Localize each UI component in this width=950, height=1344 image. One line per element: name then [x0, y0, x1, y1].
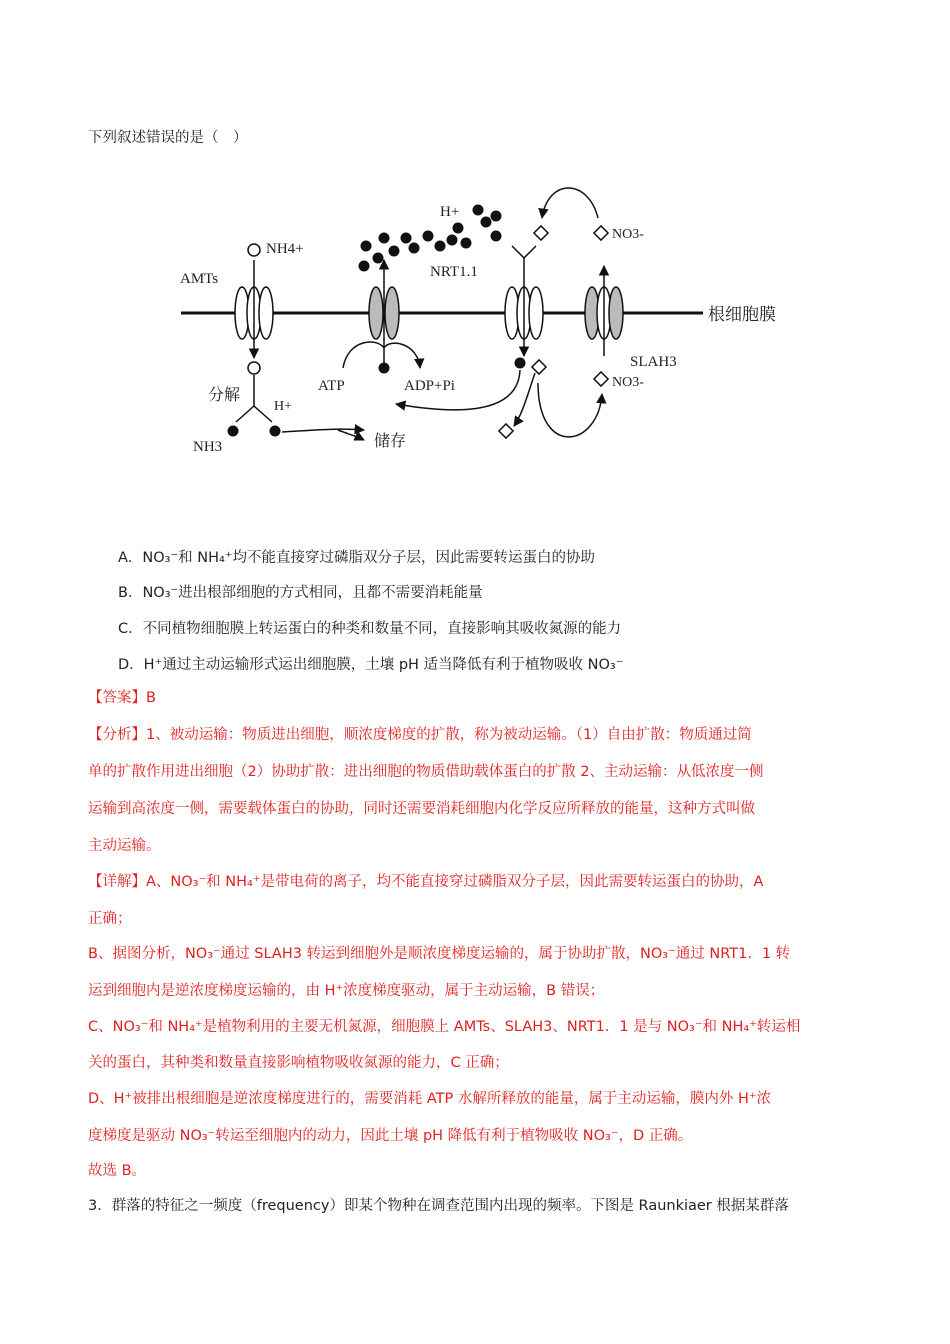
detail-line-5: C、NO₃⁻和 NH₄⁺是植物利用的主要无机氮源，细胞膜上 AMTs、SLAH3、NRT1．1 是与 NO₃⁻和 NH₄⁺转运相: [88, 1019, 801, 1035]
detail-line-7: D、H⁺被排出根细胞是逆浓度梯度进行的，需要消耗 ATP 水解所释放的能量，属于主动运输，膜内外 H⁺浓: [88, 1091, 771, 1107]
option-b: B．NO₃⁻进出根部细胞的方式相同，且都不需要消耗能量: [118, 585, 483, 601]
nh4-ion-inside: [248, 362, 260, 374]
membrane-transport-figure: [178, 178, 778, 468]
no3-diamond-nrt-inside: [532, 360, 546, 374]
label-atp: ATP: [318, 378, 345, 394]
option-d: D．H⁺通过主动运输形式运出细胞膜，土壤 pH 适当降低有利于植物吸收 NO₃⁻: [118, 657, 624, 673]
h-plus-dot-low: [270, 426, 281, 437]
amts-transporter: [235, 260, 273, 358]
detail-line-8: 度梯度是驱动 NO₃⁻转运至细胞内的动力，因此土壤 pH 降低有利于植物吸收 NO₃⁻，D 正确。: [88, 1128, 693, 1144]
option-c: C．不同植物细胞膜上转运蛋白的种类和数量不同，直接影响其吸收氮源的能力: [118, 621, 622, 637]
no3-diamond-top: [594, 226, 608, 240]
detail-line-4: 运到细胞内是逆浓度梯度运输的，由 H⁺浓度梯度驱动，属于主动运输，B 错误；: [88, 983, 605, 999]
nrt1-1-transporter: [505, 246, 543, 356]
label-adp: ADP+Pi: [404, 378, 455, 394]
slah3-transporter: [585, 266, 623, 356]
no3-inside-arrow: [514, 373, 535, 426]
label-fenjie: 分解: [208, 387, 241, 404]
no3-cycle-arrow-top: [542, 188, 598, 218]
analysis-line-4: 主动运输。: [88, 838, 161, 854]
no3-cycle-arrow-bottom: [538, 383, 602, 437]
option-a: A．NO₃⁻和 NH₄⁺均不能直接穿过磷脂双分子层，因此需要转运蛋白的协助: [118, 550, 595, 566]
detail-line-1: 【详解】A、NO₃⁻和 NH₄⁺是带电荷的离子，均不能直接穿过磷脂双分子层，因此需要转运蛋白的协助，A: [88, 874, 764, 890]
analysis-line-1: 【分析】1、被动运输：物质进出细胞，顺浓度梯度的扩散，称为被动运输。（1）自由扩散：物质通过简: [88, 727, 752, 743]
label-chucun: 储存: [374, 433, 407, 450]
detail-line-2: 正确；: [88, 911, 132, 927]
h-plus-inside-dot: [379, 363, 390, 374]
label-nrt: NRT1.1: [430, 264, 478, 280]
label-nh4: NH4+: [266, 241, 304, 257]
question-stem: 下列叙述错误的是（ ）: [88, 130, 248, 146]
next-question: 3．群落的特征之一频度（frequency）即某个物种在调查范围内出现的频率。下图是 Raunkiaer 根据某群落: [88, 1198, 789, 1214]
atp-arrow: [343, 342, 384, 368]
detail-line-3: B、据图分析，NO₃⁻通过 SLAH3 转运到细胞外是顺浓度梯度运输的，属于协助扩散，NO₃⁻通过 NRT1．1 转: [88, 946, 791, 962]
no3-diamond-storage: [499, 424, 513, 438]
analysis-line-3: 运输到高浓度一侧，需要载体蛋白的协助，同时还需要消耗细胞内化学反应所释放的能量，这种方式叫做: [88, 801, 755, 817]
h-plus-cluster: [359, 205, 502, 272]
no3-diamond-nrt-top: [534, 226, 548, 240]
h-plus-dot-nrt-inside: [515, 358, 526, 369]
nh3-dot: [228, 426, 239, 437]
label-no3-bottom: NO3-: [612, 375, 644, 390]
label-h-plus-low: H+: [274, 399, 293, 414]
label-no3-top: NO3-: [612, 227, 644, 242]
nh4-ion-top: [248, 244, 260, 256]
analysis-line-2: 单的扩散作用进出细胞（2）协助扩散：进出细胞的物质借助载体蛋白的扩散 2、主动运输：从低浓度一侧: [88, 764, 764, 780]
label-amts: AMTs: [180, 271, 219, 287]
label-membrane: 根细胞膜: [708, 305, 776, 324]
label-h-plus-top: H+: [440, 204, 460, 220]
conclusion: 故选 B。: [88, 1163, 147, 1179]
detail-line-6: 关的蛋白，其种类和数量直接影响植物吸收氮源的能力，C 正确；: [88, 1055, 509, 1071]
no3-diamond-bottom: [594, 372, 608, 386]
label-nh3: NH3: [193, 439, 223, 455]
label-slah3: SLAH3: [630, 354, 677, 370]
arrow-to-storage: [282, 429, 364, 432]
answer: 【答案】B: [88, 690, 156, 706]
